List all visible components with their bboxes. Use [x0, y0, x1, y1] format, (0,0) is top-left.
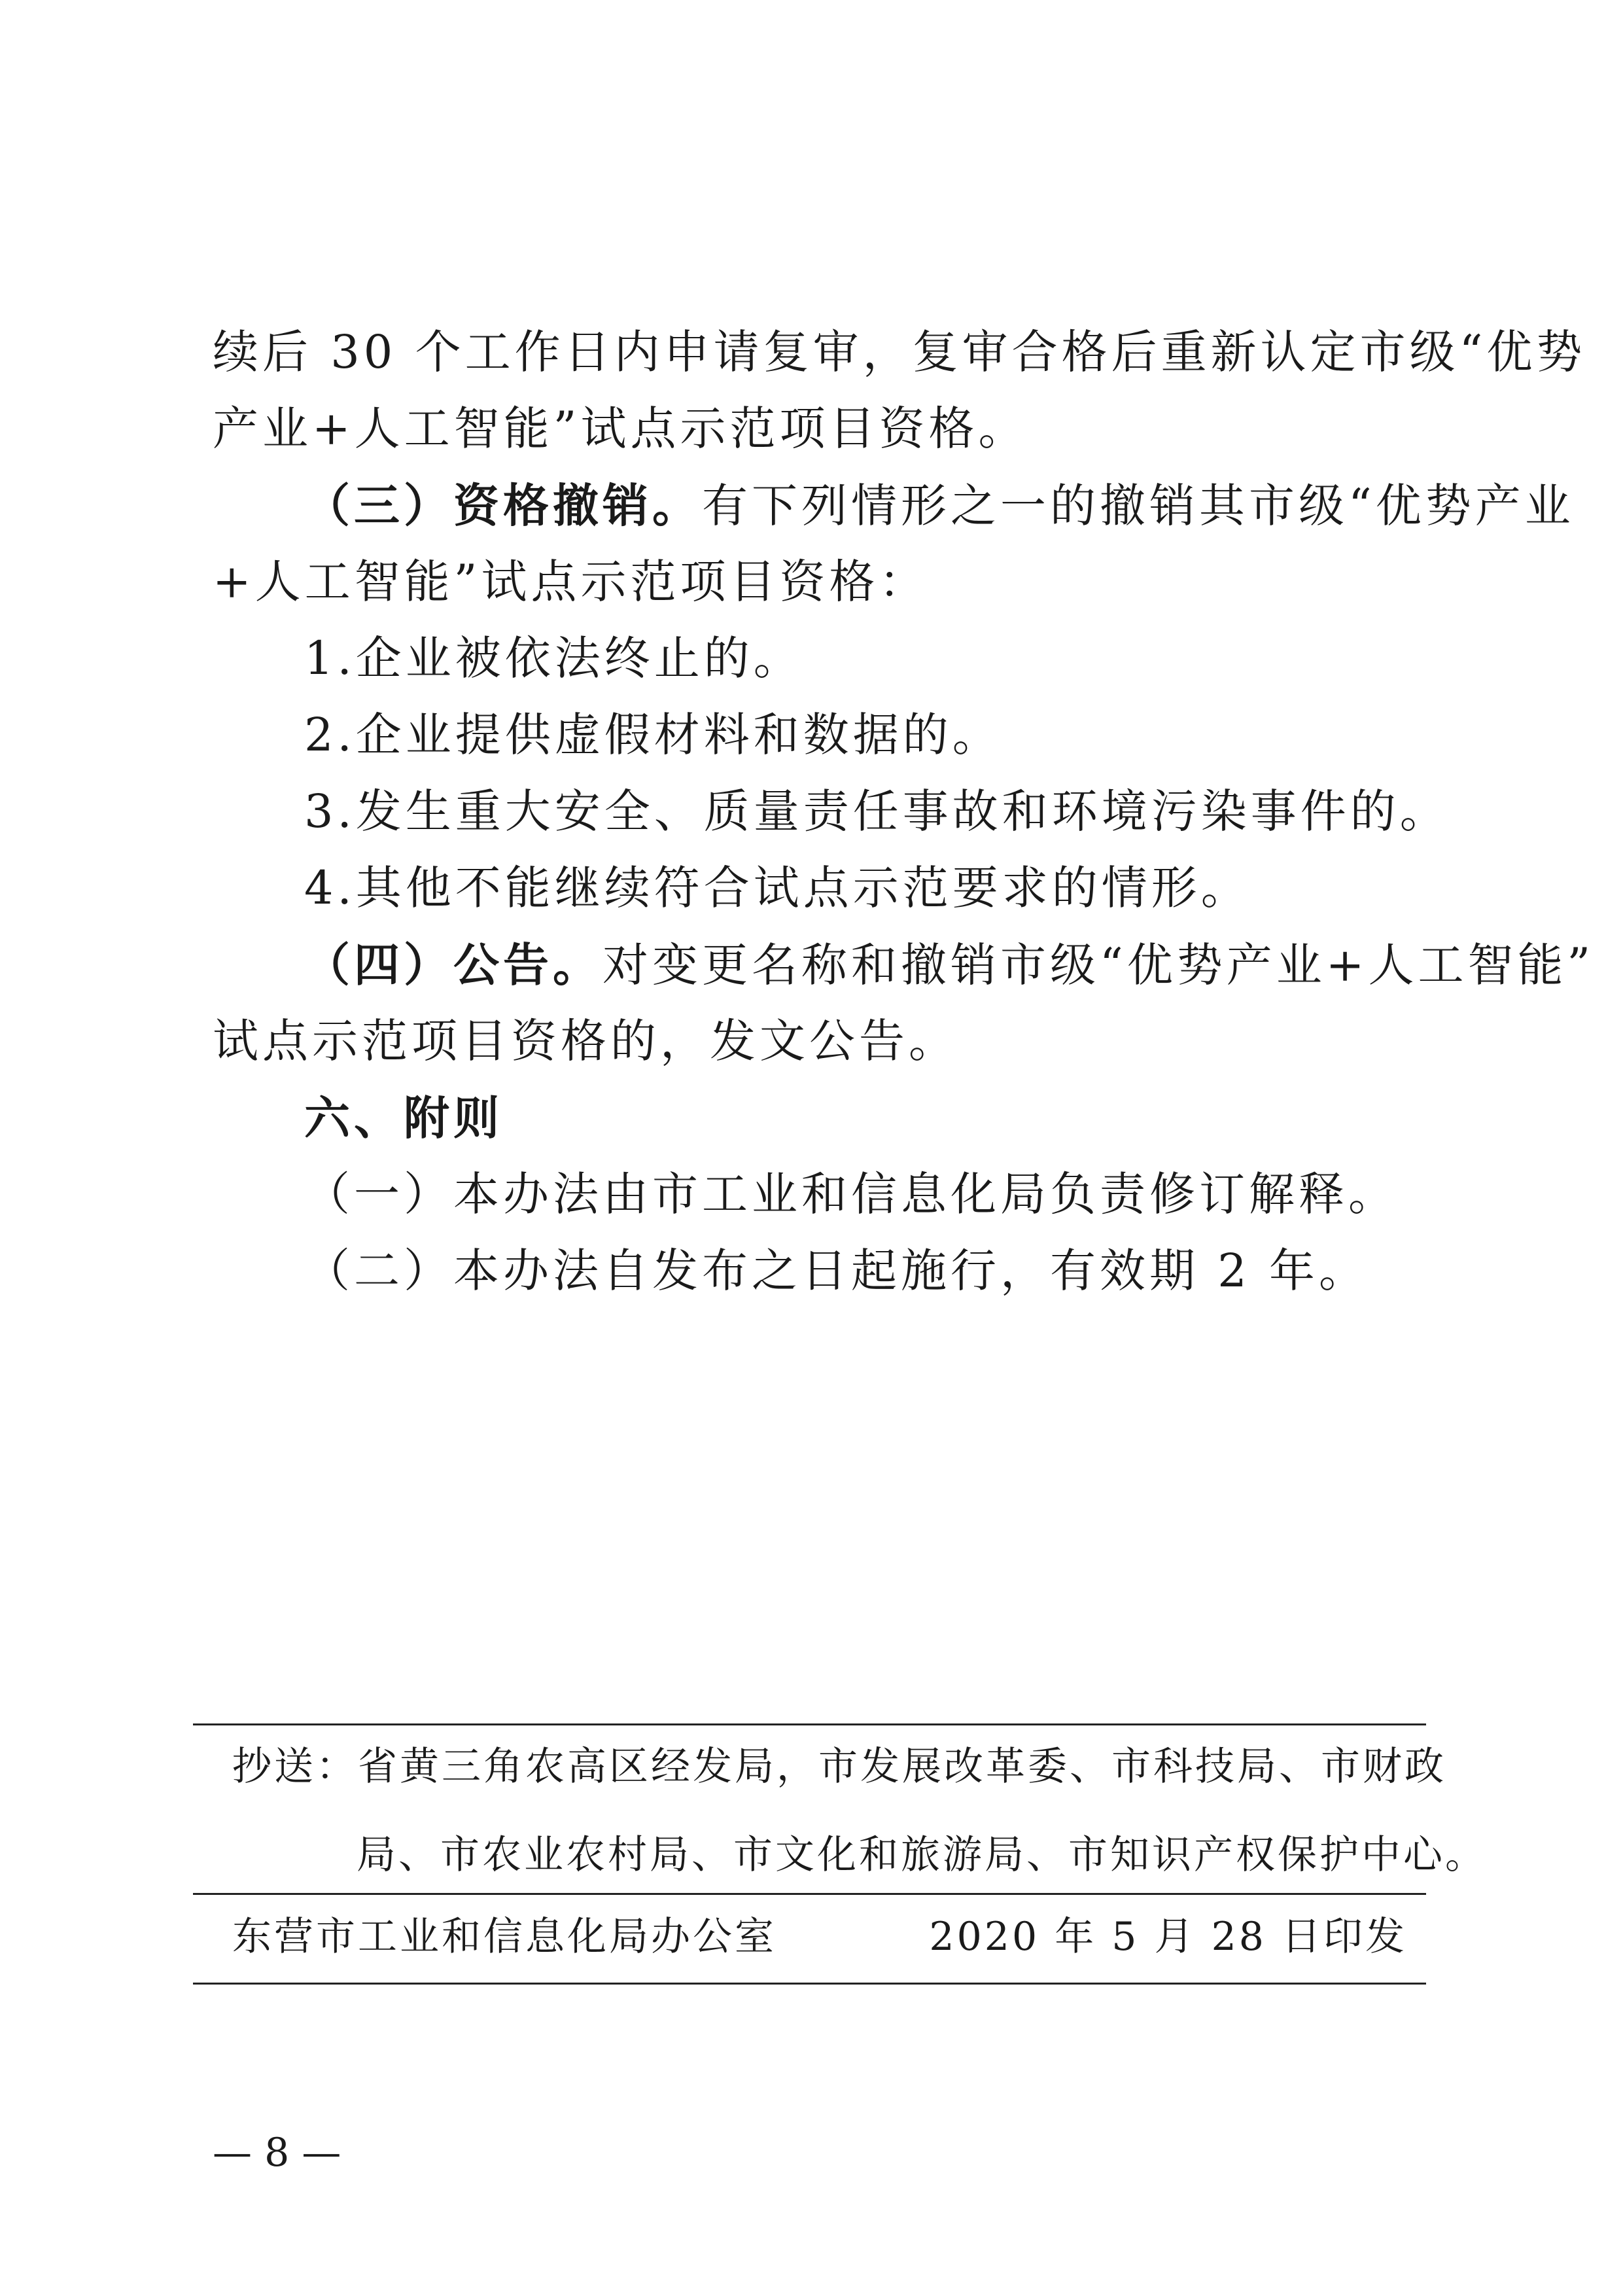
paragraph-line: 续后 30 个工作日内申请复审，复审合格后重新认定市级“优势 [213, 325, 1586, 379]
section-3-heading: 资格撤销。 [453, 478, 702, 533]
body-text [213, 314, 1595, 1309]
cc-label: 抄送： [232, 1744, 358, 1790]
issuer: 东营市工业和信息化局办公室 [232, 1914, 777, 1960]
paragraph-line: +人工智能”试点示范项目资格： [213, 555, 929, 609]
section-4-text: 对变更名称和撤销市级“优势产业+人工智能” [602, 938, 1595, 992]
section-3-text: 有下列情形之一的撤销其市级“优势产业 [702, 479, 1575, 533]
section-3-label: （三） [304, 478, 453, 533]
list-item-2: 2.企业提供虚假材料和数据的。 [304, 708, 1002, 762]
section-4-line [213, 927, 1595, 1003]
paragraph-line: 产业+人工智能”试点示范项目资格。 [213, 402, 1028, 455]
footer-rule-bottom [193, 1983, 1426, 1985]
page-number: — 8 — [213, 2130, 341, 2176]
cc-recipients-1: 省黄三角农高区经发局，市发展改革委、市科技局、市财政 [358, 1744, 1446, 1790]
section-4-label: （四） [304, 938, 453, 992]
list-item-3: 3.发生重大安全、质量责任事故和环境污染事件的。 [304, 785, 1450, 838]
cc-line-1 [232, 1740, 1446, 1793]
footer-rule-top [193, 1723, 1426, 1725]
list-item-4: 4.其他不能继续符合试点示范要求的情形。 [304, 861, 1251, 915]
section-4-heading: 公告。 [453, 938, 602, 992]
appendix-item-1: （一）本办法由市工业和信息化局负责修订解释。 [304, 1167, 1398, 1221]
cc-recipients-2: 局、市农业农村局、市文化和旅游局、市知识产权保护中心。 [357, 1832, 1487, 1878]
section-3-line [213, 467, 1575, 544]
section-6-heading: 六、附则 [304, 1091, 503, 1145]
paragraph-line: 试点示范项目资格的，发文公告。 [213, 1014, 958, 1068]
appendix-item-2: （二）本办法自发布之日起施行，有效期 2 年。 [304, 1244, 1369, 1298]
list-item-1: 1.企业被依法终止的。 [304, 631, 803, 685]
footer-rule-middle [193, 1893, 1426, 1895]
issue-date: 2020 年 5 月 28 日印发 [929, 1914, 1407, 1960]
